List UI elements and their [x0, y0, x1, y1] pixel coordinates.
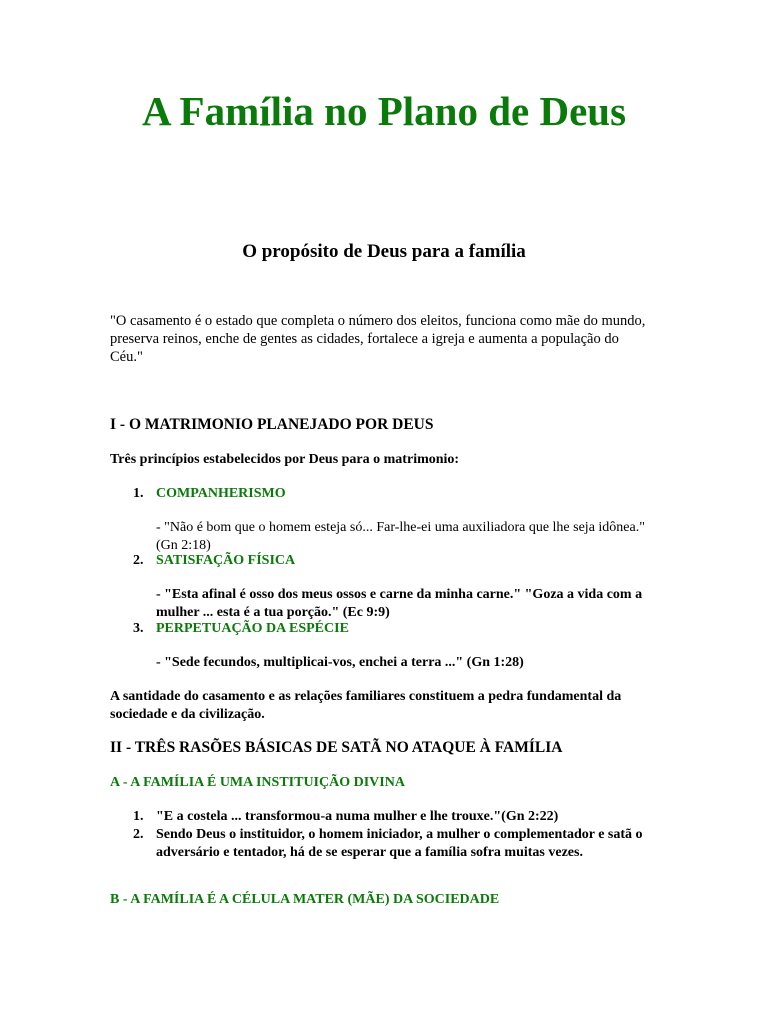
- principle-text: - "Sede fecundos, multiplicai-vos, enchei a terra ..." (Gn 1:28): [156, 655, 524, 670]
- section-1-intro: Três princípios estabelecidos por Deus para o matrimonio:: [110, 452, 460, 467]
- subsection-b-heading: B - A FAMÍLIA É A CÉLULA MATER (MÃE) DA SOCIEDADE: [110, 892, 500, 907]
- principle-label: COMPANHERISMO: [156, 486, 286, 501]
- principle-text: - "Esta afinal é osso dos meus ossos e carne da minha carne." "Goza a vida com a mulher ... esta é a tua porção." (Ec 9:9): [156, 587, 643, 620]
- opening-quote: "O casamento é o estado que completa o número dos eleitos, funciona como mãe do mundo, preserva reinos, enche de gentes as cidades, fortalece a igreja e aumenta a população do Céu.": [110, 313, 646, 365]
- list-item-number: 1.: [133, 809, 144, 824]
- section-1-heading: I - O MATRIMONIO PLANEJADO POR DEUS: [110, 416, 434, 433]
- principle-label: SATISFAÇÃO FÍSICA: [156, 553, 296, 568]
- section-1-conclusion: A santidade do casamento e as relações familiares constituem a pedra fundamental da sociedade e da civilização.: [110, 689, 622, 722]
- document-subtitle: O propósito de Deus para a família: [242, 241, 526, 262]
- subsection-a-heading: A - A FAMÍLIA É UMA INSTITUIÇÃO DIVINA: [110, 775, 405, 790]
- list-item-number: 3.: [133, 621, 144, 636]
- list-item-text: "E a costela ... transformou-a numa mulher e lhe trouxe."(Gn 2:22): [156, 809, 559, 824]
- principle-text: - "Não é bom que o homem esteja só... Far-lhe-ei uma auxiliadora que lhe seja idônea." (Gn 2:18): [156, 520, 645, 553]
- document-title: A Família no Plano de Deus: [141, 88, 627, 134]
- principle-label: PERPETUAÇÃO DA ESPÉCIE: [156, 621, 349, 636]
- list-item-number: 2.: [133, 827, 144, 842]
- section-2-heading: II - TRÊS RASÕES BÁSICAS DE SATÃ NO ATAQUE À FAMÍLIA: [110, 739, 563, 756]
- list-item-text: Sendo Deus o instituidor, o homem iniciador, a mulher o complementador e satã o adversário e tentador, há de se esperar que a família sofra muitas vezes.: [156, 827, 643, 860]
- list-item-number: 2.: [133, 553, 144, 568]
- list-item-number: 1.: [133, 486, 144, 501]
